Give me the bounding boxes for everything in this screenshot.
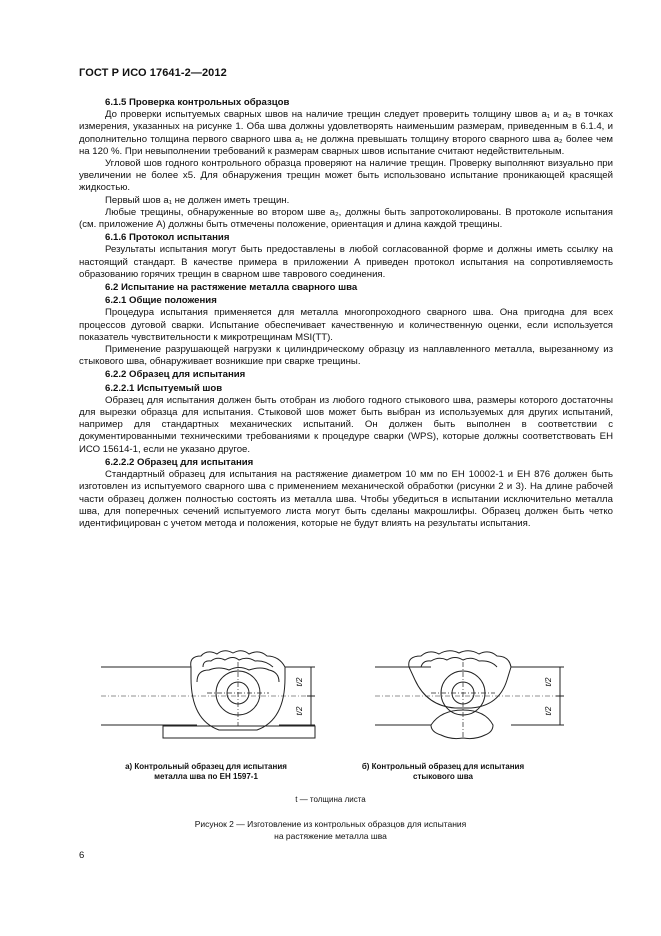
paragraph: Любые трещины, обнаруженные во втором шве a₂, должны быть запротоколированы. В протоколе испытания (см. приложение А) должны быть отмечены положение, ориентация и длина каждой трещины. <box>79 206 613 231</box>
section-heading: 6.2.2.2 Образец для испытания <box>105 456 254 468</box>
section-heading: 6.1.6 Протокол испытания <box>105 232 230 244</box>
document-body <box>79 96 613 530</box>
figure-title-line1: Рисунок 2 — Изготовление из контрольных образцов для испытания <box>194 819 467 829</box>
section-heading: 6.2.1 Общие положения <box>105 295 217 307</box>
paragraph: Стандартный образец для испытания на растяжение диаметром 10 мм по ЕН 10002-1 и ЕН 876 должен быть изготовлен из испытуемого сварного шва с применением механической обработки (рисунки 2 и 3). На длине рабочей части образец должен полностью состоять из металла шва. Чтобы убедиться в испытании исключительно металла шва, для поперечных сечений испытуемого листа могут быть сделаны макрошлифы. Образец должен быть четко идентифицирован с учетом метода и положения, которые не будут влиять на результаты испытания. <box>79 469 613 529</box>
dim-b-upper: t/2 <box>544 677 553 687</box>
weld-b-upper <box>409 651 511 708</box>
weld-b-lower <box>431 710 493 739</box>
backing-strip <box>163 726 315 738</box>
paragraph: Угловой шов годного контрольного образца проверяют на наличие трещин. Проверку выполняют визуально при увеличении не более х5. Для обнаружения трещин может быть использовано испытание проникающей красящей жидкостью. <box>79 158 613 194</box>
section-heading: 6.2.2.1 Испытуемый шов <box>105 382 223 394</box>
dim-a-lower: t/2 <box>295 706 304 716</box>
paragraph: Результаты испытания могут быть предоставлены в любой согласованной форме и должны иметь ссылку на настоящий стандарт. В качестве примера в приложении А приведен протокол испытания на сопротивляемость образованию горячих трещин в сварном шве таврового соединения. <box>79 244 613 280</box>
paragraph: Образец для испытания должен быть отобран из любого годного стыкового шва, размеры которого достаточны для вырезки образца для испытания. Стыковой шов может быть выбран из используемых для других испытаний, например для стандартных механических испытаний. Он должен быть выполнен в соответствии с документированными техническими требованиями к процедуре сварки (WPS), которые должны соответствовать ЕН ИСО 15614-1, если не указано другое. <box>79 394 613 455</box>
figure-note: t — толщина листа <box>295 795 366 804</box>
document-header: ГОСТ Р ИСО 17641-2—2012 <box>79 67 227 79</box>
paragraph: Первый шов a₁ не должен иметь трещин. <box>105 194 290 206</box>
section-heading: 6.1.5 Проверка контрольных образцов <box>105 97 290 108</box>
figure-2-drawing <box>79 648 613 756</box>
dim-a-upper: t/2 <box>295 677 304 687</box>
section-heading: 6.2 Испытание на растяжение металла сварного шва <box>105 282 358 294</box>
figure-caption-a: а) Контрольный образец для испытания металла шва по ЕН 1597-1 <box>125 762 287 781</box>
section-heading: 6.2.2 Образец для испытания <box>105 369 246 381</box>
figure-title <box>0 818 661 842</box>
paragraph: Применение разрушающей нагрузки к цилиндрическому образцу из наплавленного металла, вырезанному из стыкового шва, обнаруживает возникшие при сварке трещины. <box>79 344 613 368</box>
figure-caption-b: б) Контрольный образец для испытания стыкового шва <box>361 762 525 781</box>
dim-b-lower: t/2 <box>544 706 553 716</box>
paragraph: Процедура испытания применяется для металла многопроходного сварного шва. Она пригодна для всех процессов дуговой сварки. Испытание обеспечивает качественную и количественную оценки, если используется показатель чувствительности к микротрещинам MSI(TT). <box>79 307 613 343</box>
figure-2 <box>79 648 613 756</box>
figure-title-line2: на растяжение металла шва <box>274 831 387 841</box>
page-number: 6 <box>79 850 85 861</box>
paragraph: До проверки испытуемых сварных швов на наличие трещин следует проверить толщину швов a₁ и a₂ в точках измерения, указанных на рисунке 1. Оба шва должны удовлетворять наименьшим размерам, приведенным в 6.1.4, и дополнительно толщина первого сварного шва a₁ не должна превышать толщину второго сварного шва a₂ более чем на 120 %. При невыполнении требований к размерам сварных швов испытание считают недействительным. <box>79 109 613 157</box>
